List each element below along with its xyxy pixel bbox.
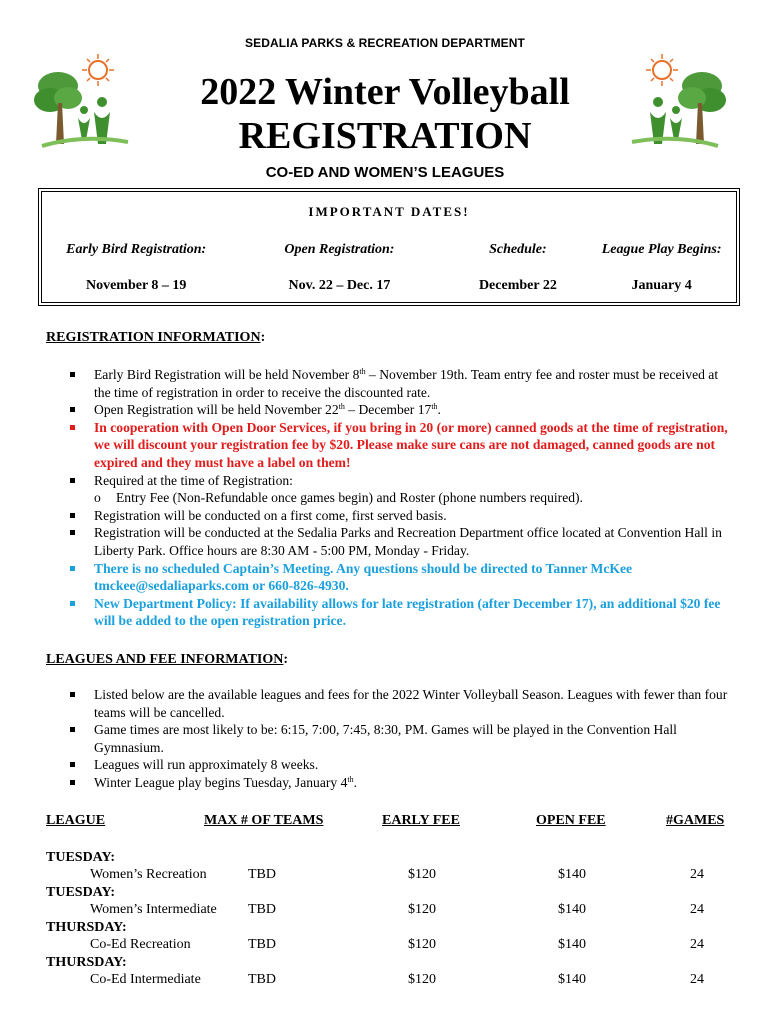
list-item: Game times are most likely to be: 6:15, 7:00, 7:45, 8:30, PM. Games will be played in the Convention Hall Gymnasium. [70, 721, 730, 756]
league-max-teams: TBD [248, 867, 276, 882]
bullet-icon [70, 727, 75, 732]
column-header-open-fee: OPEN FEE [536, 813, 606, 828]
league-name: Co-Ed Intermediate [90, 972, 201, 987]
league-early-fee: $120 [408, 972, 436, 987]
league-open-fee: $140 [558, 867, 586, 882]
date-value: Nov. 22 – Dec. 17 [288, 278, 391, 293]
date-value: December 22 [478, 278, 557, 293]
league-games: 24 [690, 902, 704, 917]
bullet-icon [70, 692, 75, 697]
list-item: Leagues will run approximately 8 weeks. [70, 756, 730, 774]
dates-values-row [42, 278, 736, 294]
column-header-league: LEAGUE [46, 813, 106, 828]
bullet-icon [70, 425, 75, 430]
table-row [46, 850, 736, 882]
league-day: THURSDAY: [46, 955, 127, 970]
date-value: November 8 – 19 [85, 278, 187, 293]
league-open-fee: $140 [558, 902, 586, 917]
league-games: 24 [690, 867, 704, 882]
date-label: Schedule: [489, 242, 547, 257]
bullet-icon [70, 407, 75, 412]
page-title-registration: REGISTRATION [238, 115, 532, 157]
bullet-icon [70, 780, 75, 785]
captains-meeting-notice: There is no scheduled Captain’s Meeting. Any questions should be directed to Tanner McKee tmckee@sedaliaparks.com or 660-826-4930. [70, 560, 730, 595]
column-header-early-fee: EARLY FEE [382, 813, 460, 828]
dates-labels-row [42, 242, 736, 258]
registration-info-list [70, 366, 730, 630]
league-day: TUESDAY: [46, 885, 115, 900]
league-max-teams: TBD [248, 937, 276, 952]
league-open-fee: $140 [558, 937, 586, 952]
bullet-icon [70, 762, 75, 767]
league-games: 24 [690, 937, 704, 952]
list-item: Early Bird Registration will be held November 8th – November 19th. Team entry fee and roster must be received at the time of registration in order to receive the discounted rate. [70, 366, 730, 401]
important-dates-heading: IMPORTANT DATES! [308, 204, 470, 219]
list-item: Registration will be conducted at the Sedalia Parks and Recreation Department office located at Convention Hall in Liberty Park. Office hours are 8:30 AM - 5:00 PM, Monday - Friday. [70, 524, 730, 559]
league-name: Co-Ed Recreation [90, 937, 191, 952]
league-open-fee: $140 [558, 972, 586, 987]
date-label: Early Bird Registration: [66, 242, 207, 257]
league-max-teams: TBD [248, 972, 276, 987]
table-row [46, 920, 736, 952]
date-label: League Play Begins: [601, 242, 722, 257]
late-registration-policy: New Department Policy: If availability allows for late registration (after December 17), an additional $20 fee will be added to the open registration price. [70, 595, 730, 630]
bullet-icon [70, 601, 75, 606]
date-label: Open Registration: [284, 242, 395, 257]
department-name: SEDALIA PARKS & RECREATION DEPARTMENT [245, 36, 525, 50]
list-item: Open Registration will be held November 22th – December 17th. [70, 401, 730, 419]
leagues-info-heading: LEAGUES AND FEE INFORMATION: [46, 652, 289, 667]
bullet-icon [70, 478, 75, 483]
league-day: TUESDAY: [46, 850, 115, 865]
league-early-fee: $120 [408, 902, 436, 917]
important-dates-box [38, 188, 740, 306]
canned-goods-notice: In cooperation with Open Door Services, if you bring in 20 (or more) canned goods at the time of registration, we will discount your registration fee by $20. Please make sure cans are not damaged, canned goods are not expired and they must have a label on them! [70, 419, 730, 472]
league-max-teams: TBD [248, 902, 276, 917]
bullet-icon [70, 372, 75, 377]
column-header-games: #GAMES [666, 813, 725, 828]
page-title: 2022 Winter Volleyball [200, 71, 570, 113]
list-item: Winter League play begins Tuesday, January 4th. [70, 774, 730, 792]
league-name: Women’s Intermediate [90, 902, 217, 917]
bullet-icon [70, 530, 75, 535]
league-day: THURSDAY: [46, 920, 127, 935]
column-header-max-teams: MAX # OF TEAMS [204, 813, 324, 828]
registration-info-heading: REGISTRATION INFORMATION: [46, 330, 266, 345]
list-item: Listed below are the available leagues and fees for the 2022 Winter Volleyball Season. Leagues with fewer than four teams will be cancelled. [70, 686, 730, 721]
page-subtitle: CO-ED AND WOMEN’S LEAGUES [265, 164, 505, 181]
league-early-fee: $120 [408, 867, 436, 882]
league-name: Women’s Recreation [90, 867, 207, 882]
bullet-icon [70, 566, 75, 571]
leagues-info-list [70, 686, 730, 792]
sub-list-item: o Entry Fee (Non-Refundable once games begin) and Roster (phone numbers required). [94, 490, 583, 506]
list-item: Registration will be conducted on a first come, first served basis. [70, 507, 730, 525]
league-early-fee: $120 [408, 937, 436, 952]
bullet-icon [70, 513, 75, 518]
table-row [46, 955, 736, 987]
league-games: 24 [690, 972, 704, 987]
date-value: January 4 [631, 278, 692, 293]
list-item: Required at the time of Registration: o Entry Fee (Non-Refundable once games begin) and Roster (phone numbers required). [70, 472, 730, 507]
league-table-header [46, 813, 736, 833]
table-row [46, 885, 736, 917]
